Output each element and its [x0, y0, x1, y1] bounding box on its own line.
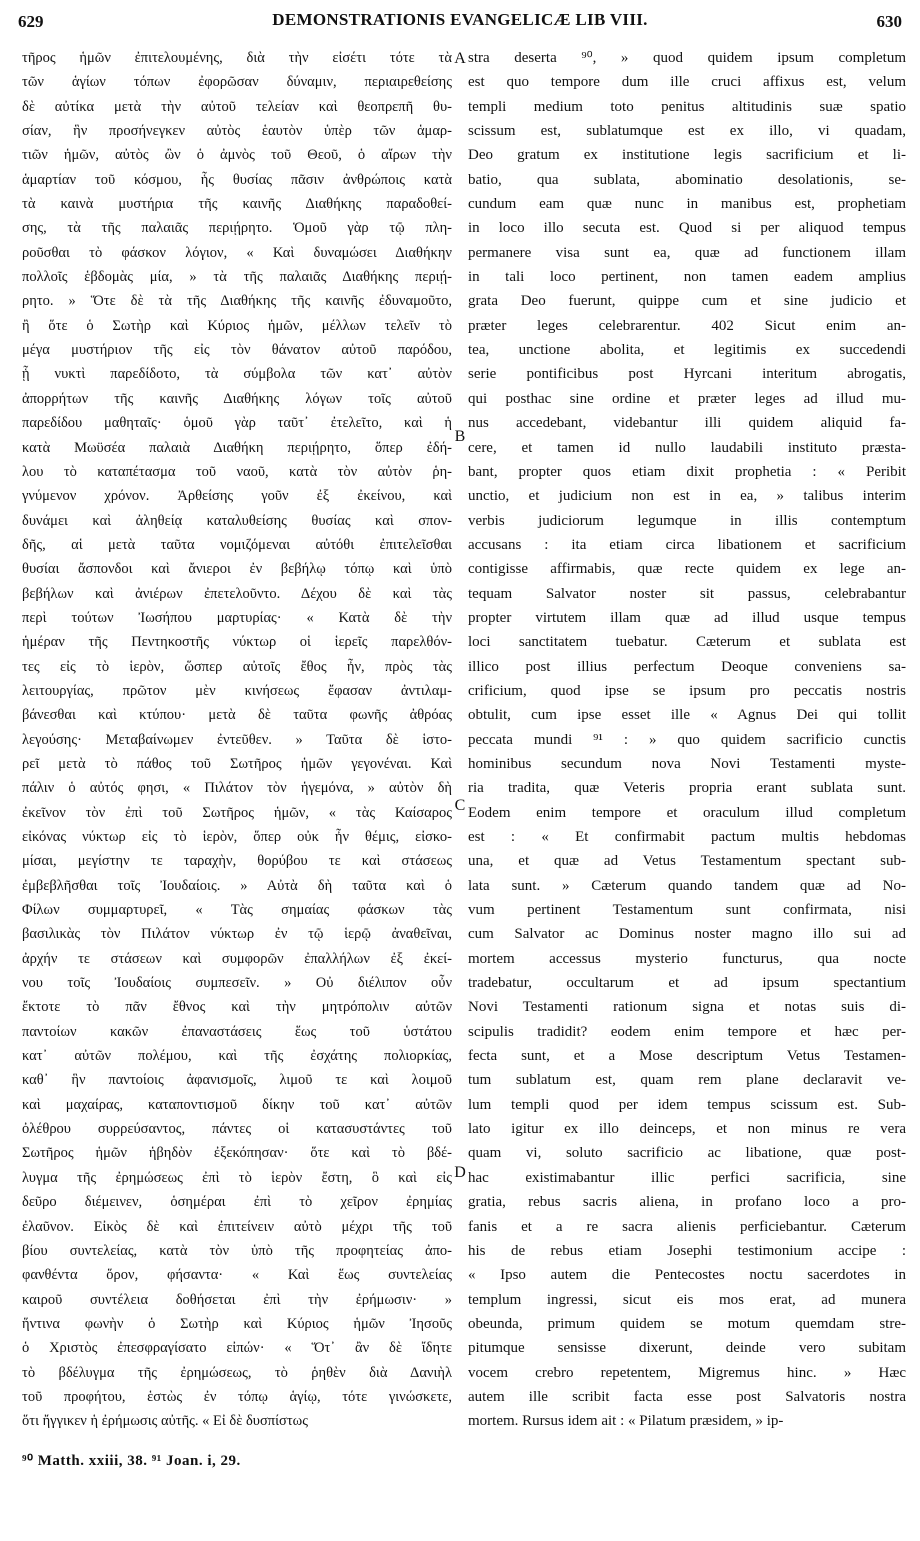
greek-text-line: δὲ αὐτίκα μετὰ τὴν αὐτοῦ τελείαν καὶ θεοπρεπῆ θυ- [22, 98, 452, 115]
greek-text-line: τιῶν ἡμῶν, αὐτὸς ὢν ὁ ἀμνὸς τοῦ Θεοῦ, ὁ αἴρων τὴν [22, 147, 452, 164]
latin-text-line: mortem. Rursus idem ait : « Pilatum præsidem, » ip- [468, 1413, 784, 1430]
greek-text-line: τῶν ἁγίων τόπων ἐφορῶσαν δύναμιν, περιαιρεθείσης [22, 74, 452, 91]
latin-text-line: templi medium toto penitus altitudinis suæ spatio [468, 98, 906, 115]
greek-text-line: λυγμα τῆς ἐρημώσεως ἐπὶ τὸ ἱερὸν ἔστη, ὃ καὶ εἰς [22, 1169, 452, 1186]
latin-text-line: una, et quæ ad Vetus Testamentum spectant sub- [468, 853, 906, 870]
greek-text-line: κατ᾽ αὐτῶν πολέμου, καὶ τῆς ἐσχάτης πολιορκίας, [22, 1048, 452, 1065]
greek-text-line: τὰ καινὰ μυστήρια τῆς καινῆς Διαθήκης παραδοθεί- [22, 196, 452, 213]
greek-text-line: νου τοῖς Ἰουδαίοις συμπεσεῖν. » Οὐ διέλιπον οὖν [22, 975, 452, 992]
greek-text-line: δῆς, αἱ μετὰ ταῦτα νομιζόμεναι αὐτόθι ἐπιτελεῖσθαι [22, 536, 452, 553]
greek-text-line: καιροῦ συντέλεια δοθήσεται ἐπὶ τὴν ἐρήμωσιν· » [22, 1291, 452, 1308]
latin-text-column [468, 46, 906, 1434]
latin-text-line: qui posthac sine ordine et præter leges ad illud mu- [468, 390, 906, 407]
latin-text-line: Novi Testamenti rationum signa et notas suis di- [468, 999, 906, 1016]
latin-text-line: autem ille scribit facta esse post Salvatoris nostra [468, 1388, 906, 1405]
latin-text-line: lata sunt. » Cæterum quando tandem quæ ad No- [468, 877, 906, 894]
latin-text-line: tequam Salvator noster sit passus, celebrabantur [468, 585, 906, 602]
latin-text-line: « Ipso autem die Pentecostes noctu sacerdotes in [468, 1267, 906, 1284]
latin-text-line: bant, propter quos etiam dixit prophetia : « Peribit [468, 463, 906, 480]
latin-text-line: pitumque sensisse dixerunt, deinde vero subitam [468, 1340, 906, 1357]
latin-text-line: in tali loco pertinent, non tamen eadem amplius [468, 269, 906, 286]
greek-text-line: λου τὸ καταπέτασμα τοῦ ναοῦ, κατὰ τὸν αὐτὸν ῥη- [22, 463, 452, 480]
greek-text-line: βεβήλων καὶ ἀνιέρων ἐπετελοῦντο. Δέχου δὲ καὶ τὰς [22, 585, 452, 602]
running-header [18, 6, 902, 40]
latin-text-line: serie pontificibus post Hyrcani interitum abrogatis, [468, 366, 906, 383]
greek-text-line: δυνάμει καὶ ἀληθείᾳ καταλυθείσης θυσίας καὶ σπον- [22, 512, 452, 529]
latin-text-line: accusans : ita etiam circa libationem et sacrificium [468, 536, 906, 553]
latin-text-line: fanis et a re sacra alienis perficiebantur. Cæterum [468, 1218, 906, 1235]
greek-text-line: πάλιν ὁ αὐτός φησι, « Πιλάτον τὸν ἡγεμόνα, » αὐτὸν δὴ [22, 780, 452, 797]
greek-text-line: ρητο. » Ὅτε δὲ τὰ τῆς Διαθήκης τῆς καινῆς ἐδυναμοῦτο, [22, 293, 452, 310]
greek-text-line: ἥντινα φωνὴν ὁ Σωτὴρ καὶ Κύριος ἡμῶν Ἰησοῦς [22, 1315, 452, 1332]
greek-text-line: ἐμβεβλῆσθαι τοῖς Ἰουδαίοις. » Αὐτὰ δὴ ταῦτα καὶ ὁ [22, 877, 452, 894]
latin-text-line: vocem crebro repetentem, Migremus hinc. » Hæc [468, 1364, 906, 1381]
latin-text-line: obeunda, primum quidem se motum quemdam stre- [468, 1315, 906, 1332]
latin-text-line: lum templi quod per idem tempus scissum est. Sub- [468, 1096, 906, 1113]
greek-text-line: παντοίων κακῶν ἐπαναστάσεις ἕως τοῦ ὑστάτου [22, 1023, 452, 1040]
greek-text-line: γνύμενον χρόνον. Ἀρθείσης γοῦν ἐξ ἐκείνου, καὶ [22, 488, 452, 505]
greek-text-line: ἀρχήν τε στάσεων καὶ συμφορῶν ἐπαλλήλων ἐξ ἐκεί- [22, 950, 452, 967]
greek-text-line: τοῦ προφήτου, ἑστὼς ἐν τόπῳ ἁγίῳ, τότε γινώσκετε, [22, 1388, 452, 1405]
greek-text-line: παρεδίδου μαθηταῖς· ὁμοῦ γὰρ ταῦτ᾽ ἐτελεῖτο, καὶ ἡ [22, 415, 452, 432]
section-marker-a: A [454, 50, 466, 67]
latin-text-line: loci sanctitatem tuebatur. Cæterum et sublata est [468, 634, 906, 651]
latin-text-line: tum sublatum est, quam rem plane declaravit ve- [468, 1072, 906, 1089]
footnote: ⁹⁰ Matth. xxiii, 38. ⁹¹ Joan. i, 29. [22, 1453, 241, 1469]
latin-text-line: gratia, rebus sacris aliena, in profano loco a pro- [468, 1194, 906, 1211]
greek-text-line: ὁ Χριστὸς ἐπεσφραγίσατο εἰπών· « Ὅτ᾽ ἂν δὲ ἴδητε [22, 1340, 452, 1357]
latin-text-line: obtulit, cum ipse esset ille « Agnus Dei qui tollit [468, 707, 906, 724]
greek-text-line: ᾗ νυκτὶ παρεδίδοτο, τὰ σύμβολα τῶν κατ᾽ αὐτὸν [22, 366, 452, 383]
greek-text-line: ἡμέραν τῆς Πεντηκοστῆς νύκτωρ οἱ ἱερεῖς παρελθόν- [22, 634, 452, 651]
section-marker-d: D [454, 1164, 466, 1181]
latin-text-line: batio, qua sublata, abominatio desolationis, se- [468, 171, 906, 188]
greek-text-line: σίαν, ἣν προσήνεγκεν αὐτὸς ἑαυτὸν ὑπὲρ τῶν ἁμαρ- [22, 123, 452, 140]
greek-text-line: ἢ ὅτε ὁ Σωτὴρ καὶ Κύριος ἡμῶν, μέλλων τελεῖν τὸ [22, 317, 452, 334]
latin-text-line: cundum eam quæ nunc in manibus est, prophetiam [468, 196, 906, 213]
latin-text-line: tea, unctione abolita, et legitimis ex succedendi [468, 342, 906, 359]
greek-text-line: τὸ βδέλυγμα τῆς ἐρημώσεως, τὸ ῥηθὲν διὰ Δανιὴλ [22, 1364, 452, 1381]
running-title: DEMONSTRATIONIS EVANGELICÆ LIB VIII. [272, 10, 648, 29]
latin-text-line: grata Deo fuerunt, quippe cum et sine judicio et [468, 293, 906, 310]
latin-text-line: vum pertinent Testamentum sunt confirmata, nisi [468, 902, 906, 919]
greek-text-line: περὶ τούτων Ἰωσήπου μαρτυρίας· « Κατὰ δὲ τὴν [22, 609, 452, 626]
latin-text-line: in loco illo secuta est. Quod si per aliquod tempus [468, 220, 906, 237]
greek-text-line: ἐλαῦνον. Εἰκὸς δὲ καὶ ἐπιτείνειν αὐτὸ μέχρι τῆς τοῦ [22, 1218, 452, 1235]
latin-text-line: stra deserta ⁹⁰, » quod quidem ipsum completum [468, 50, 906, 66]
greek-text-line: μέγα μυστήριον τῆς εἰς τὸν θάνατον αὐτοῦ παρόδου, [22, 342, 452, 359]
greek-text-line: φανθέντα ὅρον, φήσαντα· « Καὶ ἕως συντελείας [22, 1267, 452, 1284]
page-number-right: 630 [876, 12, 902, 31]
greek-text-line: μίσαι, μεγίστην τε ταραχὴν, θορύβου τε καὶ στάσεως [22, 853, 452, 870]
greek-text-line: κατὰ Μωϋσέα παλαιὰ Διαθήκη περιῄρητο, ὅπερ ἐδή- [22, 439, 452, 456]
greek-text-line: εἰκόνας νύκτωρ εἰς τὸ ἱερὸν, ὅπερ οὐκ ἦν θέμις, εἰσκο- [22, 829, 452, 845]
greek-text-line: καθ᾽ ἣν παντοίοις ἀφανισμοῖς, λιμοῦ τε καὶ λοιμοῦ [22, 1072, 452, 1089]
latin-text-line: scissum est, sublatumque est ex illo, vi quadam, [468, 123, 906, 140]
latin-text-line: cum Salvator ac Dominus noster magno illo sui ad [468, 926, 906, 943]
greek-text-line: ροῦσθαι τὸ φάσκον λόγιον, « Καὶ δυναμώσει Διαθήκην [22, 244, 452, 261]
greek-text-line: ρεῖ μετὰ τὸ πάθος τοῦ Σωτῆρος ἡμῶν γεγονέναι. Καὶ [22, 755, 452, 772]
greek-text-line: βασιλικὰς τὸν Πιλάτον νύκτωρ ἐν τῷ ἱερῷ ἀναθεῖναι, [22, 926, 452, 943]
greek-text-line: ἔκτοτε τὸ πᾶν ἔθνος καὶ τὴν μητρόπολιν αὐτῶν [22, 999, 452, 1016]
greek-text-line: δεῦρο διέμεινεν, ὁσημέραι ἐπὶ τὸ χεῖρον ἐρημίας [22, 1194, 452, 1211]
latin-text-line: his de rebus etiam Josephi testimonium accipe : [468, 1242, 906, 1259]
greek-text-line: ὀλέθρου συρρεύσαντος, πάντες οἱ κατασυστάντες τοῦ [22, 1121, 452, 1138]
latin-text-line: cere, et tamen id nullo laudabili instituto præsta- [468, 439, 906, 456]
latin-text-line: lato igitur ex illo deinceps, et non minus re vera [468, 1121, 906, 1138]
latin-text-line: quam vi, soluto sacrificio ac libatione, quæ post- [468, 1145, 906, 1162]
latin-text-line: verbis judiciorum legumque in illis contemptum [468, 512, 906, 529]
greek-text-line: θυσίαι ἄσπονδοι καὶ ἄνιεροι ἐν βεβήλῳ τόπῳ καὶ ὑπὸ [22, 561, 452, 578]
latin-text-line: peccata mundi ⁹¹ : » quo quidem sacrificio cunctis [468, 731, 906, 748]
section-marker-b: B [454, 428, 466, 445]
greek-text-line: βάνεσθαι καὶ κτύπου· μετὰ δὲ ταῦτα φωνῆς ἀθρόας [22, 707, 452, 724]
latin-text-line: permanere visa sunt ea, quæ ad functionem illam [468, 244, 906, 261]
greek-text-line: ὅτι ἤγγικεν ἡ ἐρήμωσις αὐτῆς. « Εἰ δὲ δυσπίστως [22, 1413, 308, 1430]
greek-text-line: ἁμαρτίαν τοῦ κόσμου, ἧς θυσίας πᾶσιν ἀνθρώποις κατὰ [22, 171, 452, 188]
section-marker-c: C [454, 797, 466, 814]
latin-text-line: templum ingressi, sicut eis mos erat, ad munera [468, 1291, 906, 1308]
latin-text-line: præter leges celebrarentur. 402 Sicut enim an- [468, 317, 906, 334]
latin-text-line: unctio, et judicium non est in ea, » talibus interim [468, 488, 906, 505]
latin-text-line: mortem accessus mysterio functurus, qua nocte [468, 950, 906, 967]
greek-text-line: πολλοῖς ἑβδομὰς μία, » τὰ τῆς παλαιᾶς Διαθήκης περιῄ- [22, 269, 452, 286]
greek-text-column [22, 46, 452, 1434]
latin-text-line: est quo tempore dum ille cruci affixus est, velum [468, 74, 906, 91]
latin-text-line: contigisse affirmabis, quæ recte quidem ex lege an- [468, 561, 906, 578]
latin-text-line: scipulis tradidit? eodem enim tempore et hæc per- [468, 1023, 906, 1040]
greek-text-line: καὶ μαχαίρας, καταποντισμοῦ δίκην τοῦ κατ᾽ αὐτῶν [22, 1096, 452, 1113]
greek-text-line: λειτουργίας, πρῶτον μὲν κινήσεως ἔφασαν ἀντιλαμ- [22, 682, 452, 699]
latin-text-line: nus accedebant, videbantur illi quidem aliquid fa- [468, 415, 906, 432]
greek-text-line: ἐκεῖνον τὸν ἐπὶ τοῦ Σωτῆρος ἡμῶν, « τὰς Καίσαρος [22, 804, 452, 821]
greek-text-line: τῆρος ἡμῶν ἐπιτελουμένης, διὰ τὴν εἰσέτι τότε τὰ [22, 50, 452, 66]
latin-text-line: crificium, quod ipse se ipsum pro peccatis nostris [468, 682, 906, 699]
latin-text-line: Deo gratum ex institutione legis sacrificium et li- [468, 147, 906, 164]
greek-text-line: βίου συντελείας, κατὰ τὸν ὑπὸ τῆς προφητείας ἀπο- [22, 1242, 452, 1259]
latin-text-line: hominibus secundum nova Novi Testamenti myste- [468, 755, 906, 772]
greek-text-line: λεγούσης· Μεταβαίνωμεν ἐντεῦθεν. » Ταῦτα δὲ ἱστο- [22, 731, 452, 748]
latin-text-line: Eodem enim tempore et oraculum illud completum [468, 804, 906, 821]
latin-text-line: est : « Et confirmabit pactum multis hebdomas [468, 829, 906, 845]
greek-text-line: Σωτῆρος ἡμῶν ἡβηδὸν ἐξεκόπησαν· ὅτε καὶ τὸ βδέ- [22, 1145, 452, 1162]
greek-text-line: τες εἰς τὸ ἱερὸν, ὥσπερ αὐτοῖς ἔθος ἦν, πρὸς τὰς [22, 658, 452, 675]
latin-text-line: illico post illius perfectum Deoque conveniens sa- [468, 658, 906, 675]
latin-text-line: hac existimabantur illic perfici sacrificia, sine [468, 1169, 906, 1186]
greek-text-line: Φίλων συμμαρτυρεῖ, « Τὰς σημαίας φάσκων τὰς [22, 902, 452, 919]
latin-text-line: propter virtutem illam quæ ad illud usque tempus [468, 609, 906, 626]
greek-text-line: σης, τὰ τῆς παλαιᾶς περιῄρητο. Ὁμοῦ γὰρ τῷ πλη- [22, 220, 452, 237]
latin-text-line: fecta sunt, et a Mose descriptum Vetus Testamen- [468, 1048, 906, 1065]
latin-text-line: ria tradita, quæ Veteris propria erant sublata sunt. [468, 780, 906, 797]
page-number-left: 629 [18, 12, 44, 31]
greek-text-line: ἀπορρήτων τῆς καινῆς Διαθήκης λόγων τοῖς αὐτοῦ [22, 390, 452, 407]
latin-text-line: tradebatur, occultarum et ad ipsum spectantium [468, 975, 906, 992]
